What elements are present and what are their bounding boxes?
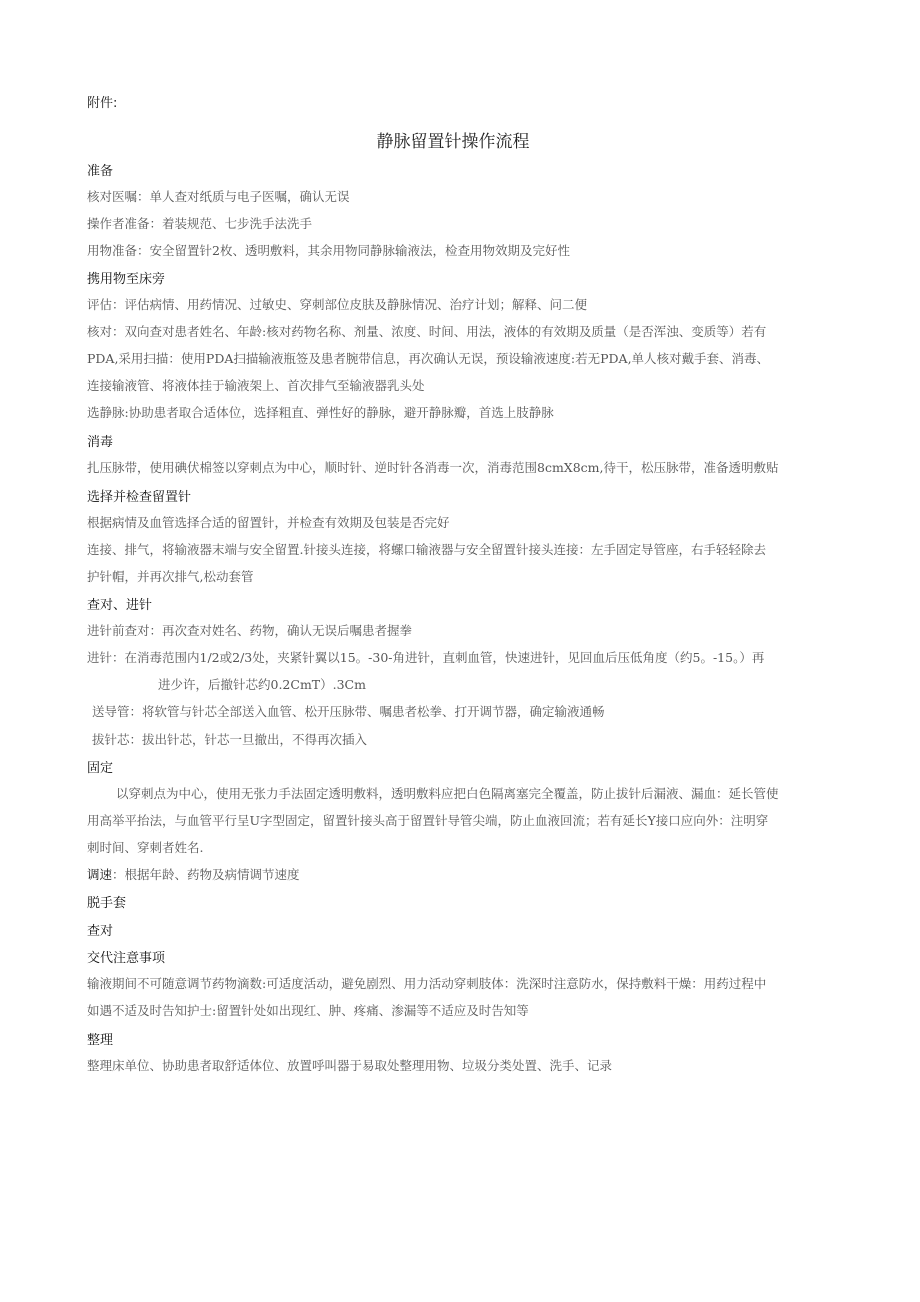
puncture-line-3: 进少许，后撤针芯约0.2CmT）.3Cm <box>158 677 366 692</box>
section-heading-prep: 准备 <box>87 164 114 179</box>
section-heading-bedside: 携用物至床旁 <box>87 272 166 287</box>
bedside-line-1: 评估：评估病情、用药情况、过敏史、穿刺部位皮肤及静脉情况、治疗计划；解释、问二便 <box>87 297 588 312</box>
speed-text: ：根据年龄、药物及病情调节速度 <box>112 867 300 882</box>
select-line-2: 连接、排气，将输液器末端与安全留置.针接头连接，将螺口输液器与安全留置针接头连接：左手固定导管座，右手轻轻除去 <box>87 542 766 557</box>
bedside-line-2: 核对：双向查对患者姓名、年龄:核对药物名称、剂量、浓度、时间、用法，液体的有效期及质量（是否浑浊、变质等）若有 <box>87 324 767 339</box>
section-heading-puncture: 查对、进针 <box>87 598 153 613</box>
bedside-line-4: 连接输液管、将液体挂于输液架上、首次排气至输液器乳头处 <box>87 378 425 393</box>
section-heading-gloves: 脱手套 <box>87 896 127 911</box>
section-heading-tidy: 整理 <box>87 1033 114 1048</box>
annex-label: 附件: <box>87 96 118 111</box>
select-line-1: 根据病情及血管选择合适的留置针，并检查有效期及包装是否完好 <box>87 515 450 530</box>
tidy-line-1: 整理床单位、协助患者取舒适体位、放置呼叫器于易取处整理用物、垃圾分类处置、洗手、记录 <box>87 1058 613 1073</box>
section-heading-notice: 交代注意事项 <box>87 951 166 966</box>
section-heading-disinfect: 消毒 <box>87 435 114 450</box>
notice-line-1: 输液期间不可随意调节药物滴数:可适度活动，避免剧烈、用力活动穿刺肢体：洗深时注意防水，保持敷料干燥：用药过程中 <box>87 976 767 991</box>
speed-line <box>87 865 300 883</box>
puncture-line-4: 送导管：将软管与针芯全部送入血管、松开压脉带、嘱患者松拳、打开调节器，确定输液通畅 <box>92 704 605 719</box>
puncture-line-1: 进针前查对：再次查对姓名、药物，确认无误后嘱患者握拳 <box>87 623 413 638</box>
prep-line-3: 用物准备：安全留置针2枚、透明敷料，其余用物同静脉输液法，检查用物效期及完好性 <box>87 243 570 258</box>
section-heading-select: 选择并检查留置针 <box>87 490 192 505</box>
select-line-3: 护针帽，并再次排气,松动套管 <box>87 569 254 584</box>
disinfect-line-1: 扎压脉带，使用碘伏棉签以穿刺点为中心，顺时针、逆时针各消毒一次，消毒范围8cmX8cm,待干，松压脉带，准备透明敷贴 <box>87 460 779 475</box>
puncture-line-5: 拔针芯：拔出针芯，针芯一旦撤出，不得再次插入 <box>92 732 368 747</box>
prep-line-2: 操作者准备：着装规范、七步洗手法洗手 <box>87 216 313 231</box>
section-heading-speed: 调速 <box>87 867 113 882</box>
notice-line-2: 如遇不适及时告知护士:留置针处如出现红、肿、疼痛、渗漏等不适应及时告知等 <box>87 1003 529 1018</box>
document-title: 静脉留置针操作流程 <box>376 132 530 152</box>
section-heading-fix: 固定 <box>87 761 114 776</box>
prep-line-1: 核对医嘱：单人查对纸质与电子医嘱，确认无误 <box>87 189 350 204</box>
fix-line-1: 以穿刺点为中心，使用无张力手法固定透明敷料，透明敷料应把白色隔离塞完全覆盖，防止拔针后漏液、漏血：延长管使 <box>116 786 779 801</box>
fix-line-3: 刺时间、穿刺者姓名. <box>87 840 204 855</box>
section-heading-check: 查对 <box>87 924 114 939</box>
bedside-line-3: PDA,采用扫描：使用PDA扫描输液瓶签及患者腕带信息，再次确认无误，预设输液速度:若无PDA,单人核对戴手套、消毒、 <box>87 351 770 366</box>
fix-line-2: 用高举平抬法，与血管平行呈U字型固定，留置针接头高于留置针导管尖端，防止血液回流；若有延长Y接口应向外：注明穿 <box>87 813 769 828</box>
bedside-line-5: 选静脉:协助患者取合适体位，选择粗直、弹性好的静脉，避开静脉瓣，首选上肢静脉 <box>87 405 554 420</box>
puncture-line-2: 进针：在消毒范围内1/2或2/3处，夹紧针翼以15。-30-角进针，直刺血管，快速进针，见回血后压低角度（约5。-15。）再 <box>87 650 765 665</box>
